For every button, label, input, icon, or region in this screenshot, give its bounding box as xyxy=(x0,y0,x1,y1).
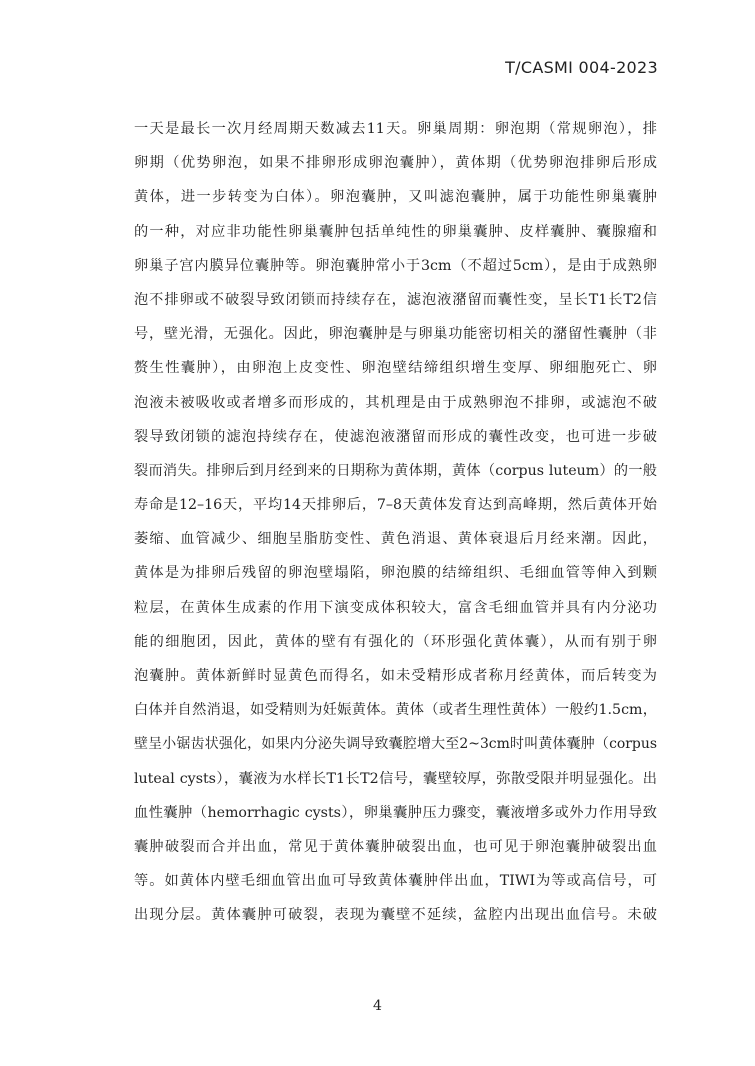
page-number: 4 xyxy=(373,998,382,1014)
body-line-8: 赘生性囊肿），由卵泡上皮变性、卵泡壁结缔组织增生变厚、卵细胞死亡、卵 xyxy=(134,360,657,377)
body-line-14: 黄体是为排卵后残留的卵泡壁塌陷，卵泡膜的结缔组织、毛细血管等伸入到颗 xyxy=(134,565,657,582)
body-line-6: 泡不排卵或不破裂导致闭锁而持续存在，滤泡液潴留而囊性变，呈长T1长T2信 xyxy=(134,291,657,308)
body-line-13: 萎缩、血管减少、细胞呈脂肪变性、黄色消退、黄体衰退后月经来潮。因此， xyxy=(134,531,657,548)
body-line-1: 一天是最长一次月经周期天数减去11天。卵巢周期：卵泡期（常规卵泡），排 xyxy=(134,121,657,137)
body-line-22: 囊肿破裂而合并出血，常见于黄体囊肿破裂出血，也可见于卵泡囊肿破裂出血 xyxy=(134,838,657,855)
body-line-18: 白体并自然消退，如受精则为妊娠黄体。黄体（或者生理性黄体）一般约1.5cm， xyxy=(134,702,657,719)
document-code: T/CASMI 004-2023 xyxy=(505,58,658,77)
body-line-16: 能的细胞团，因此，黄体的壁有有强化的（环形强化黄体囊），从而有别于卵 xyxy=(134,633,657,650)
body-line-5: 卵巢子宫内膜异位囊肿等。卵泡囊肿常小于3cm（不超过5cm），是由于成熟卵 xyxy=(134,257,657,274)
body-line-2: 卵期（优势卵泡，如果不排卵形成卵泡囊肿），黄体期（优势卵泡排卵后形成 xyxy=(134,155,657,172)
body-line-24: 出现分层。黄体囊肿可破裂，表现为囊壁不延续，盆腔内出现出血信号。未破 xyxy=(134,907,657,924)
body-line-11: 裂而消失。排卵后到月经到来的日期称为黄体期，黄体（corpus luteum）的一般 xyxy=(134,462,657,479)
body-line-12: 寿命是12–16天，平均14天排卵后，7–8天黄体发育达到高峰期，然后黄体开始 xyxy=(134,497,657,514)
body-line-4: 的一种，对应非功能性卵巢囊肿包括单纯性的卵巢囊肿、皮样囊肿、囊腺瘤和 xyxy=(134,223,657,240)
body-line-9: 泡液未被吸收或者增多而形成的，其机理是由于成熟卵泡不排卵，或滤泡不破 xyxy=(134,394,657,411)
body-text xyxy=(134,112,657,933)
body-line-19: 壁呈小锯齿状强化，如果内分泌失调导致囊腔增大至2~3cm时叫黄体囊肿（corpus xyxy=(134,736,657,753)
body-line-10: 裂导致闭锁的滤泡持续存在，使滤泡液潴留而形成的囊性改变，也可进一步破 xyxy=(134,428,657,445)
body-line-21: 血性囊肿（hemorrhagic cysts），卵巢囊肿压力骤变，囊液增多或外力作用导致 xyxy=(134,804,657,821)
body-line-7: 号，壁光滑，无强化。因此，卵泡囊肿是与卵巢功能密切相关的潴留性囊肿（非 xyxy=(134,326,657,343)
body-line-20: luteal cysts），囊液为水样长T1长T2信号，囊壁较厚，弥散受限并明显强化。出 xyxy=(134,770,657,787)
body-line-23: 等。如黄体内壁毛细血管出血可导致黄体囊肿伴出血，TIWI为等或高信号，可 xyxy=(134,873,657,890)
body-line-17: 泡囊肿。黄体新鲜时显黄色而得名，如未受精形成者称月经黄体，而后转变为 xyxy=(134,668,657,684)
body-line-15: 粒层，在黄体生成素的作用下演变成体积较大，富含毛细血管并具有内分泌功 xyxy=(134,599,657,616)
body-line-3: 黄体，进一步转变为白体）。卵泡囊肿，又叫滤泡囊肿，属于功能性卵巢囊肿 xyxy=(134,189,657,206)
